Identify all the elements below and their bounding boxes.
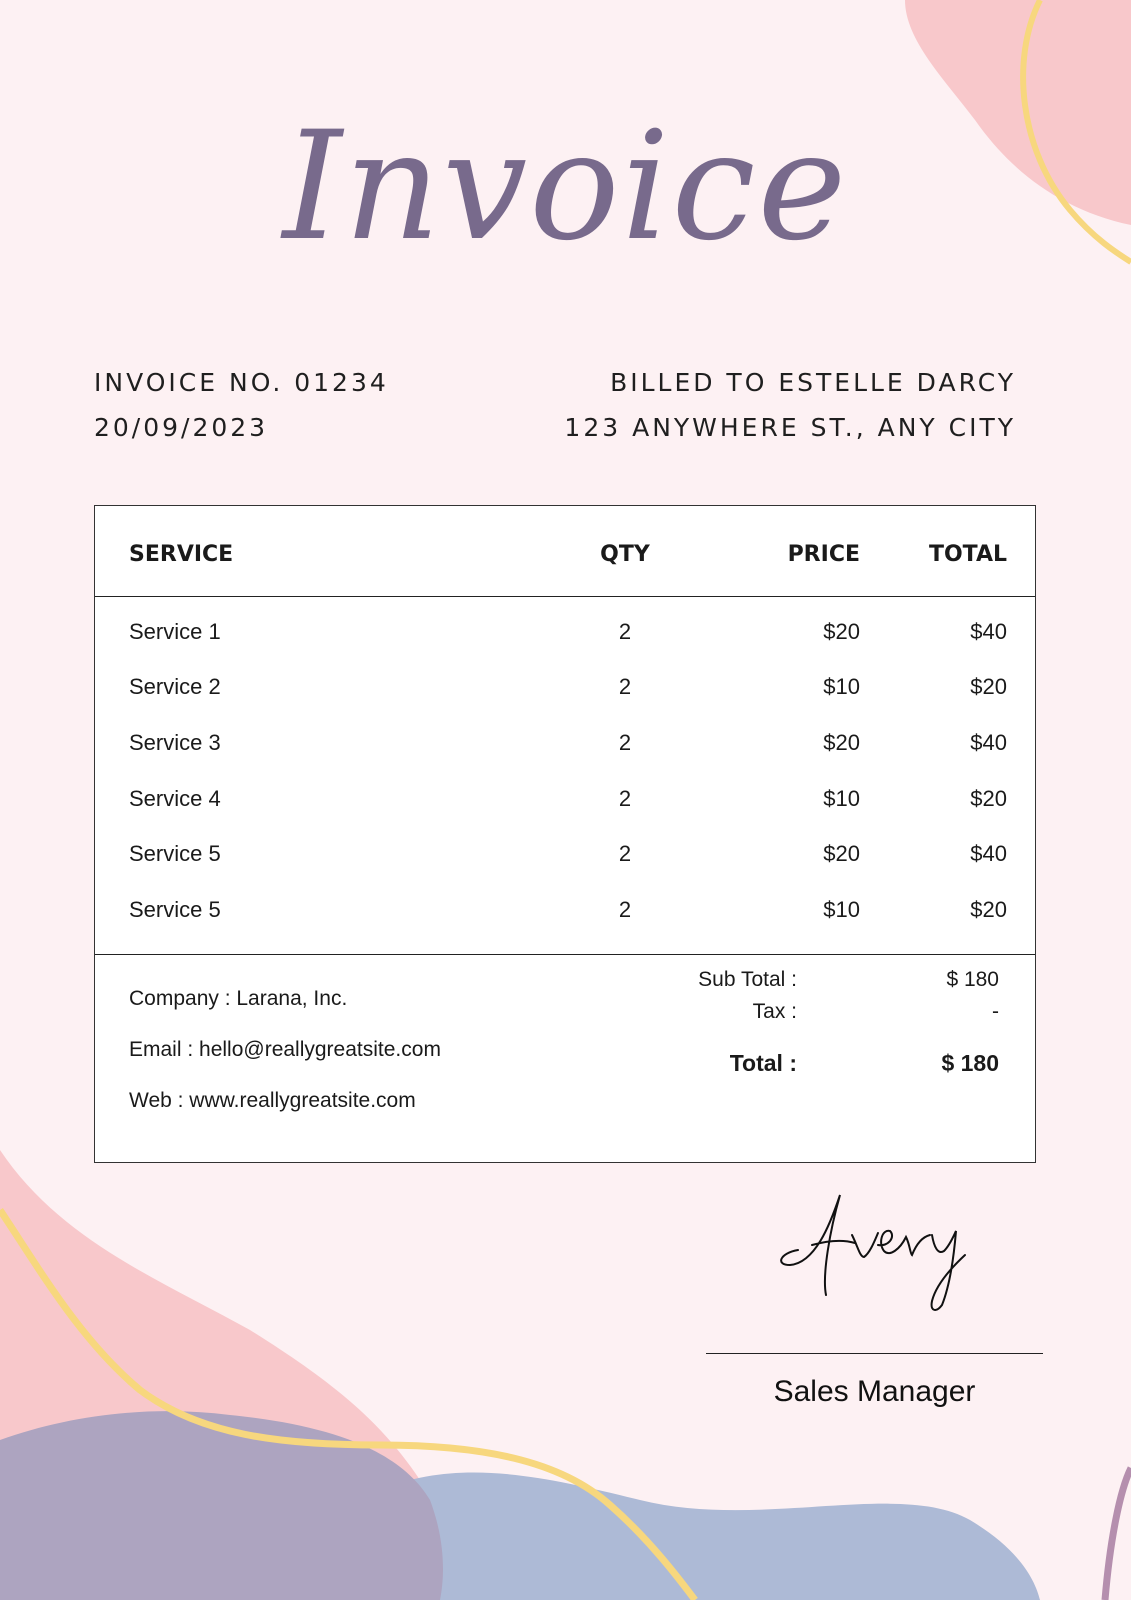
total-label: Total :: [729, 1050, 797, 1076]
service-qty: 2: [618, 786, 632, 811]
header-total: TOTAL: [928, 542, 1007, 567]
service-qty: 2: [618, 897, 632, 922]
bottom-right-mauve-line: [1105, 1468, 1131, 1600]
summary-divider: [95, 954, 1035, 955]
billing-info: [564, 360, 1016, 450]
billed-to: BILLED TO ESTELLE DARCY: [610, 368, 1016, 397]
service-name: Service 3: [129, 730, 221, 755]
invoice-title: Invoice: [282, 100, 849, 274]
service-total: $20: [970, 897, 1007, 922]
service-total: $20: [970, 674, 1007, 699]
service-price: $20: [823, 730, 860, 755]
service-name: Service 2: [129, 674, 221, 699]
service-qty: 2: [618, 841, 632, 866]
table-header: [95, 506, 1035, 597]
invoice-meta: [94, 360, 389, 450]
company-email: Email : hello@reallygreatsite.com: [129, 1038, 441, 1061]
company-web: Web : www.reallygreatsite.com: [129, 1089, 416, 1112]
invoice-number: INVOICE NO. 01234: [94, 368, 389, 397]
service-price: $20: [823, 841, 860, 866]
table-row: [95, 786, 1035, 816]
service-name: Service 1: [129, 619, 221, 644]
table-row: [95, 841, 1035, 871]
signature-line: [706, 1353, 1043, 1354]
table-row: [95, 619, 1035, 649]
company-name: Company : Larana, Inc.: [129, 987, 348, 1010]
service-price: $10: [823, 674, 860, 699]
service-total: $40: [970, 841, 1007, 866]
invoice-date: 20/09/2023: [94, 413, 269, 442]
service-qty: 2: [618, 619, 632, 644]
table-row: [95, 897, 1035, 927]
header-service: SERVICE: [129, 542, 234, 567]
service-qty: 2: [618, 674, 632, 699]
service-name: Service 5: [129, 841, 221, 866]
service-price: $20: [823, 619, 860, 644]
service-total: $20: [970, 786, 1007, 811]
signature: [760, 1185, 1000, 1325]
tax-value: -: [992, 1000, 999, 1023]
billing-address: 123 ANYWHERE ST., ANY CITY: [564, 413, 1016, 442]
subtotal-label: Sub Total :: [698, 968, 797, 991]
table-row: [95, 730, 1035, 760]
header-qty: QTY: [600, 542, 650, 567]
subtotal-value: $ 180: [946, 968, 999, 991]
service-total: $40: [970, 730, 1007, 755]
signer-role: Sales Manager: [773, 1375, 976, 1408]
service-name: Service 5: [129, 897, 221, 922]
total-value: $ 180: [941, 1050, 999, 1076]
service-price: $10: [823, 897, 860, 922]
header-price: PRICE: [787, 542, 860, 567]
service-price: $10: [823, 786, 860, 811]
invoice-table-card: [94, 505, 1036, 1163]
service-qty: 2: [618, 730, 632, 755]
tax-label: Tax :: [752, 1000, 797, 1023]
service-name: Service 4: [129, 786, 221, 811]
table-row: [95, 674, 1035, 704]
service-total: $40: [970, 619, 1007, 644]
